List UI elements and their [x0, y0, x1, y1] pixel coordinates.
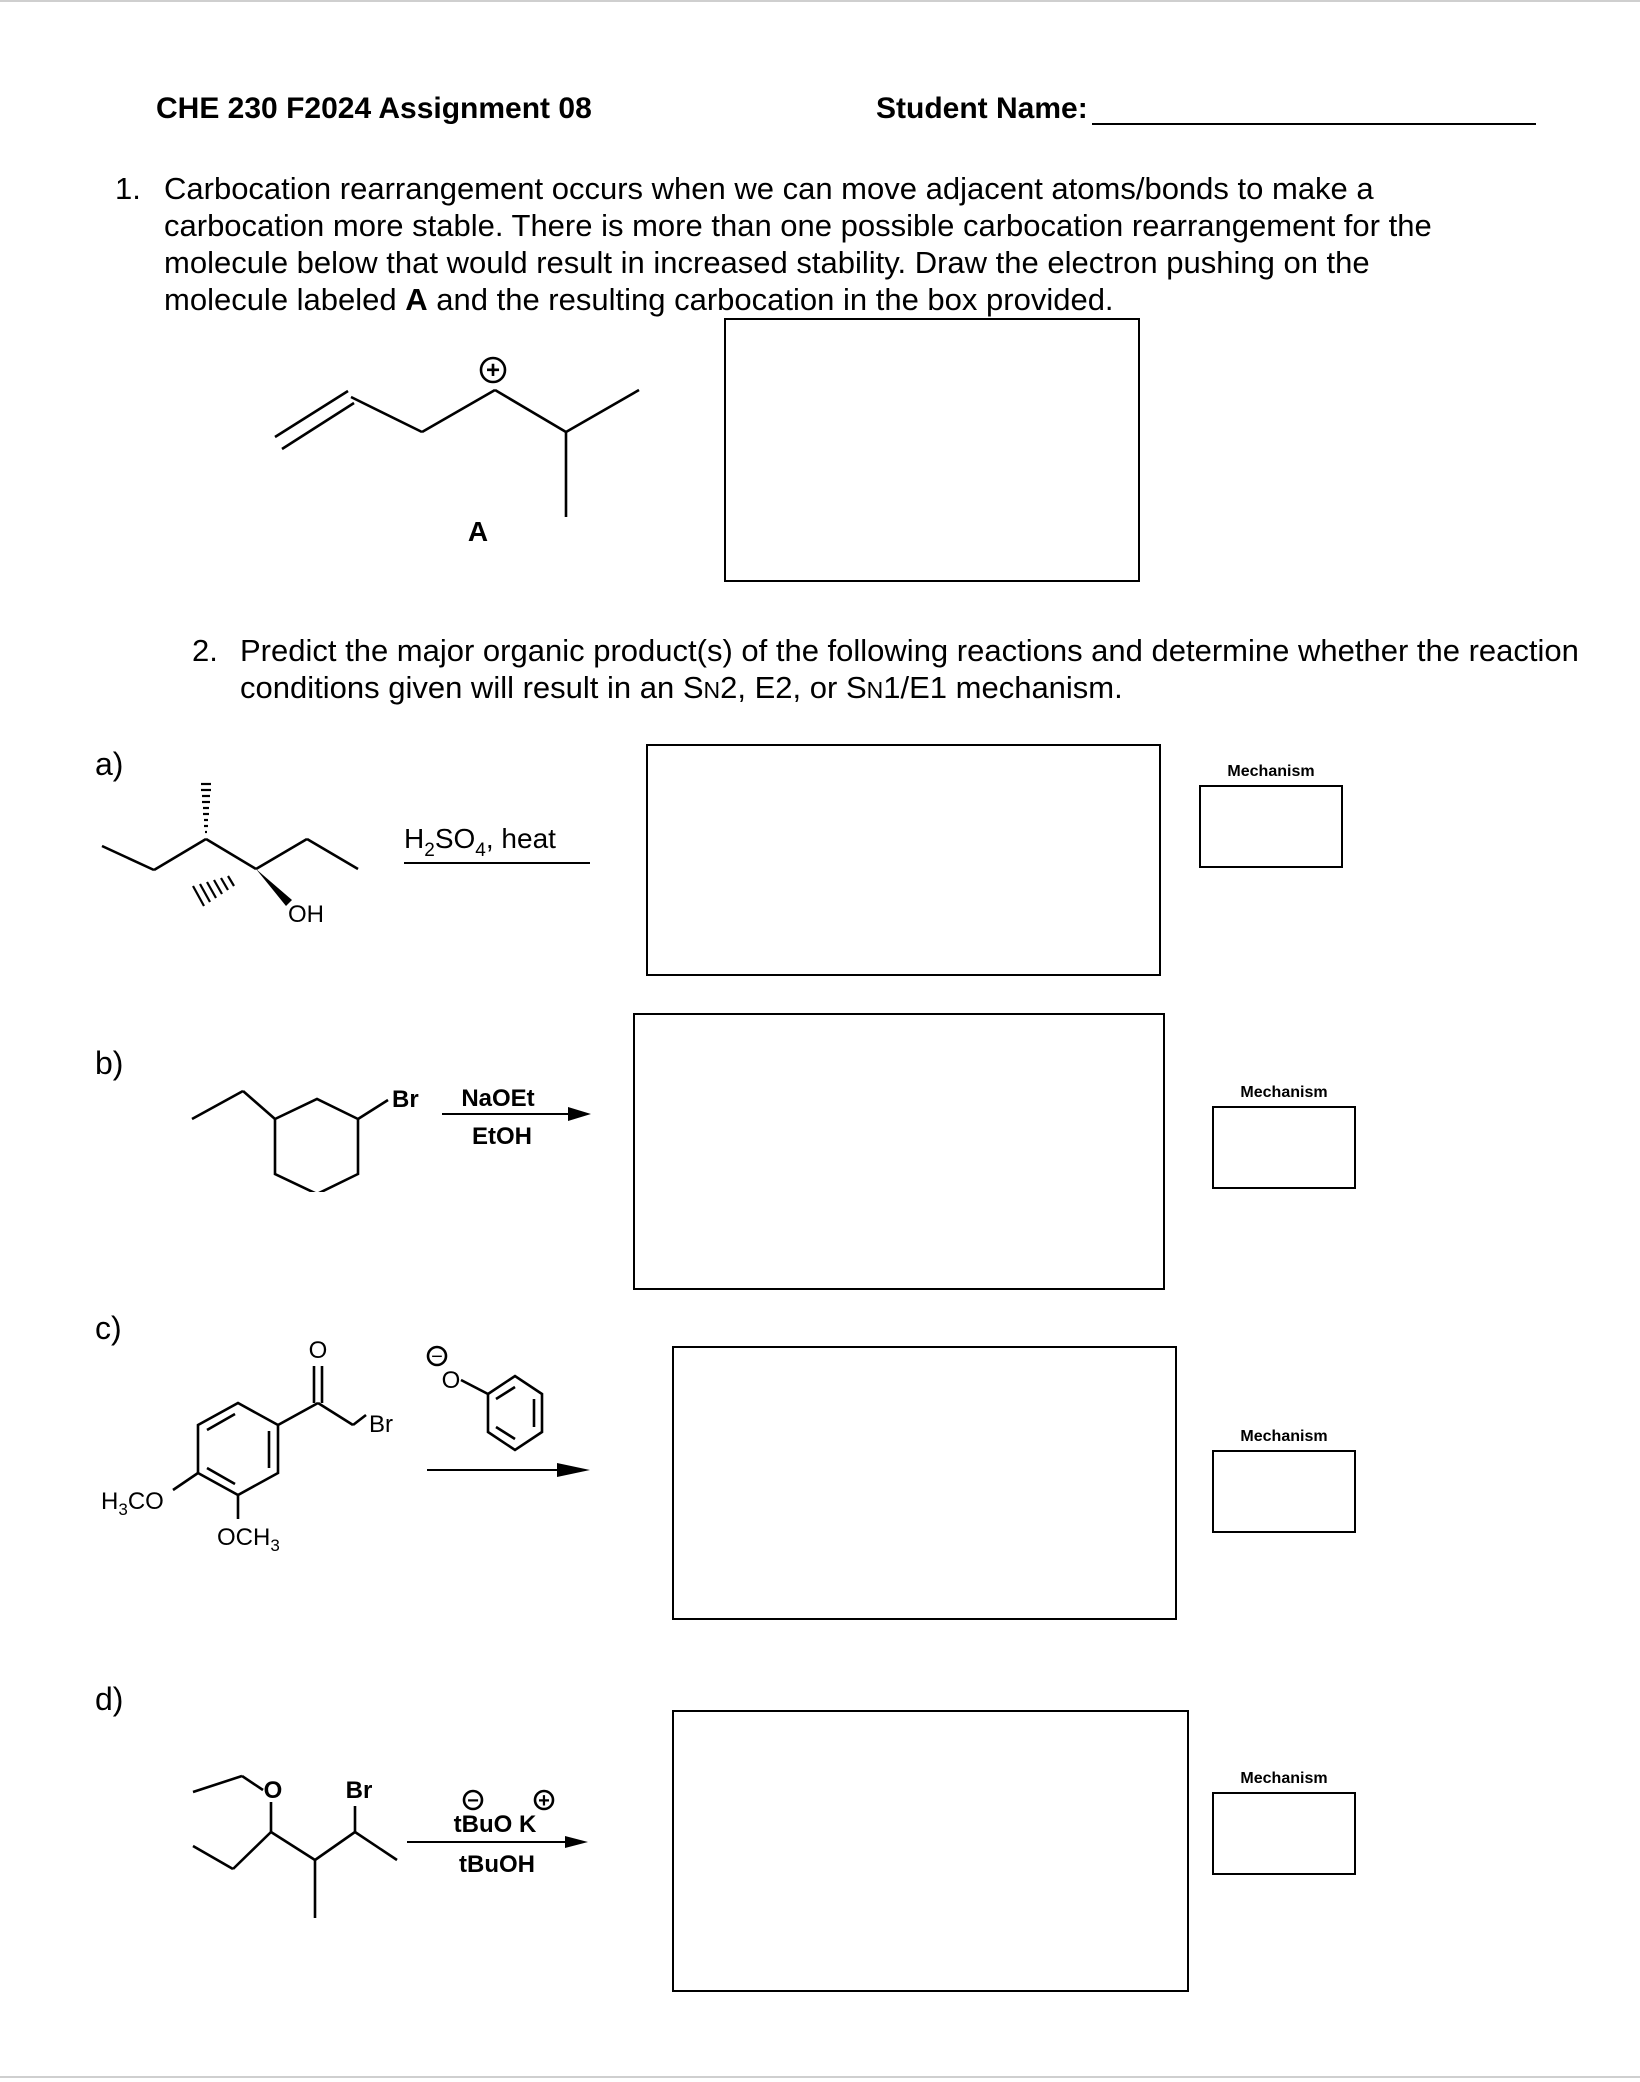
q2-sub-n: N — [703, 677, 721, 703]
part-d-product-box[interactable] — [672, 1710, 1189, 1992]
q2-text-seg: conditions given will result in an S — [240, 670, 704, 705]
part-c-arrow-head — [557, 1463, 590, 1477]
part-a-bond — [154, 839, 206, 870]
part-c-carbonyl-o: O — [308, 1337, 328, 1364]
part-b-label: b) — [95, 1045, 124, 1081]
mol-a-bond — [566, 390, 639, 432]
part-b-reagent-bottom: EtOH — [472, 1123, 532, 1150]
part-c-phenoxide-bond — [461, 1380, 488, 1394]
part-b-product-box[interactable] — [633, 1013, 1165, 1290]
part-b-cyclohexane — [275, 1099, 358, 1192]
part-c-benzene-ring — [198, 1403, 278, 1495]
part-d-reaction — [185, 1762, 605, 1922]
och3-sub: 3 — [270, 1536, 280, 1555]
part-a-product-box[interactable] — [646, 744, 1161, 976]
part-a-mechanism-box[interactable] — [1199, 785, 1343, 868]
part-d-bond — [193, 1776, 242, 1792]
part-b-bond — [243, 1091, 275, 1119]
reagent-sub: 4 — [475, 840, 486, 861]
part-a-label: a) — [95, 746, 124, 782]
mol-a-bond — [351, 397, 422, 432]
part-a-bond — [102, 846, 154, 870]
molecule-a-structure — [260, 347, 660, 557]
part-a-reagent — [404, 823, 556, 861]
part-c-bond-br — [353, 1415, 366, 1425]
q1-number: 1. — [115, 171, 141, 206]
part-c-mechanism-label: Mechanism — [1240, 1428, 1328, 1445]
part-b-br: Br — [392, 1086, 419, 1113]
part-b-reaction — [180, 1072, 600, 1192]
part-d-reagent-bottom: tBuOH — [459, 1851, 535, 1878]
part-a-bond — [256, 839, 307, 869]
part-b-arrow-head — [568, 1107, 591, 1121]
part-c-bond — [318, 1403, 353, 1425]
mol-a-bond — [495, 390, 566, 432]
part-b-mechanism-box[interactable] — [1212, 1106, 1356, 1189]
part-d-pos-charge: + — [538, 1790, 550, 1812]
q2-text-seg: 2, E2, or S — [720, 670, 867, 705]
q2-sub-n: N — [866, 677, 884, 703]
part-a-bond — [206, 839, 256, 869]
part-a-oh: OH — [288, 901, 324, 928]
part-a-hashed-wedge-up — [201, 784, 211, 832]
q2-text-line2 — [240, 669, 1123, 709]
part-b-reagent-top: NaOEt — [461, 1085, 535, 1112]
q1-text-part2: and the resulting carbocation in the box provided. — [427, 282, 1114, 317]
h3co-sub: 3 — [118, 1500, 128, 1519]
part-d-arrow-head — [565, 1836, 588, 1848]
part-d-o: O — [263, 1777, 283, 1804]
q1-text-bold: A — [405, 282, 428, 317]
part-c-mechanism-box[interactable] — [1212, 1450, 1356, 1533]
part-d-reagent-top: tBuO K — [453, 1811, 537, 1838]
part-c-aromatic-bond — [496, 1427, 515, 1439]
q1-text-part1: Carbocation rearrangement occurs when we can move adjacent atoms/bonds to make a carbocation more stable. There is more than one possible carbocation rearrangement for the molecule below that would result in increased stability. Draw the electron pushing on the molecule labeled — [164, 171, 1432, 317]
molecule-label-a: A — [467, 516, 489, 547]
part-c-och3 — [217, 1524, 280, 1555]
reagent-sub: 2 — [424, 840, 435, 861]
reagent-seg: H — [404, 823, 425, 854]
part-a-hashed-wedge-down — [193, 876, 234, 906]
part-c-bond — [278, 1403, 318, 1425]
part-c-reaction — [95, 1332, 615, 1562]
part-c-aromatic-bond — [496, 1387, 515, 1399]
part-c-h3co — [101, 1488, 164, 1519]
part-d-label: d) — [95, 1681, 124, 1717]
q1-answer-box[interactable] — [724, 318, 1140, 582]
part-a-reaction — [90, 772, 590, 942]
part-d-bond — [315, 1832, 355, 1860]
part-c-bond-ome — [173, 1473, 198, 1490]
mol-a-charge: + — [485, 357, 501, 384]
h3co-seg: H — [101, 1488, 119, 1515]
student-name-label: Student Name: — [876, 92, 1088, 125]
part-a-mechanism-label: Mechanism — [1227, 763, 1315, 780]
part-a-bond — [307, 839, 358, 869]
part-d-bond — [271, 1832, 315, 1860]
q2-text-seg: 1/E1 mechanism. — [883, 670, 1123, 705]
reagent-seg: , heat — [485, 823, 556, 854]
h3co-seg: CO — [127, 1488, 164, 1515]
part-d-bond — [193, 1846, 233, 1869]
part-b-bond — [192, 1091, 243, 1119]
part-b-mechanism-label: Mechanism — [1240, 1084, 1328, 1101]
q2-text-line1: Predict the major organic product(s) of the following reactions and determine whether the reaction — [240, 633, 1579, 668]
part-c-br: Br — [369, 1411, 393, 1438]
part-d-bond — [355, 1832, 397, 1860]
course-title: CHE 230 F2024 Assignment 08 — [156, 92, 592, 125]
part-d-bond — [233, 1832, 271, 1869]
page-bottom-divider — [0, 2076, 1640, 2078]
q2-number: 2. — [192, 633, 218, 668]
part-d-mechanism-box[interactable] — [1212, 1792, 1356, 1875]
part-d-br: Br — [345, 1777, 373, 1804]
q1-text — [164, 170, 1454, 318]
part-d-mechanism-label: Mechanism — [1240, 1770, 1328, 1787]
student-name-line[interactable] — [1092, 123, 1536, 125]
part-d-bond-o — [242, 1776, 263, 1790]
part-b-bond-br — [358, 1100, 388, 1119]
part-c-neg-charge: − — [431, 1346, 443, 1368]
part-d-neg-charge: − — [467, 1790, 479, 1812]
part-a-bold-wedge — [256, 869, 292, 906]
mol-a-bond — [422, 390, 495, 432]
reagent-seg: SO — [434, 823, 476, 854]
part-c-product-box[interactable] — [672, 1346, 1177, 1620]
part-c-phenoxide-o: O — [441, 1367, 461, 1394]
part-c-label: c) — [95, 1310, 122, 1346]
och3-seg: OCH — [217, 1524, 271, 1551]
